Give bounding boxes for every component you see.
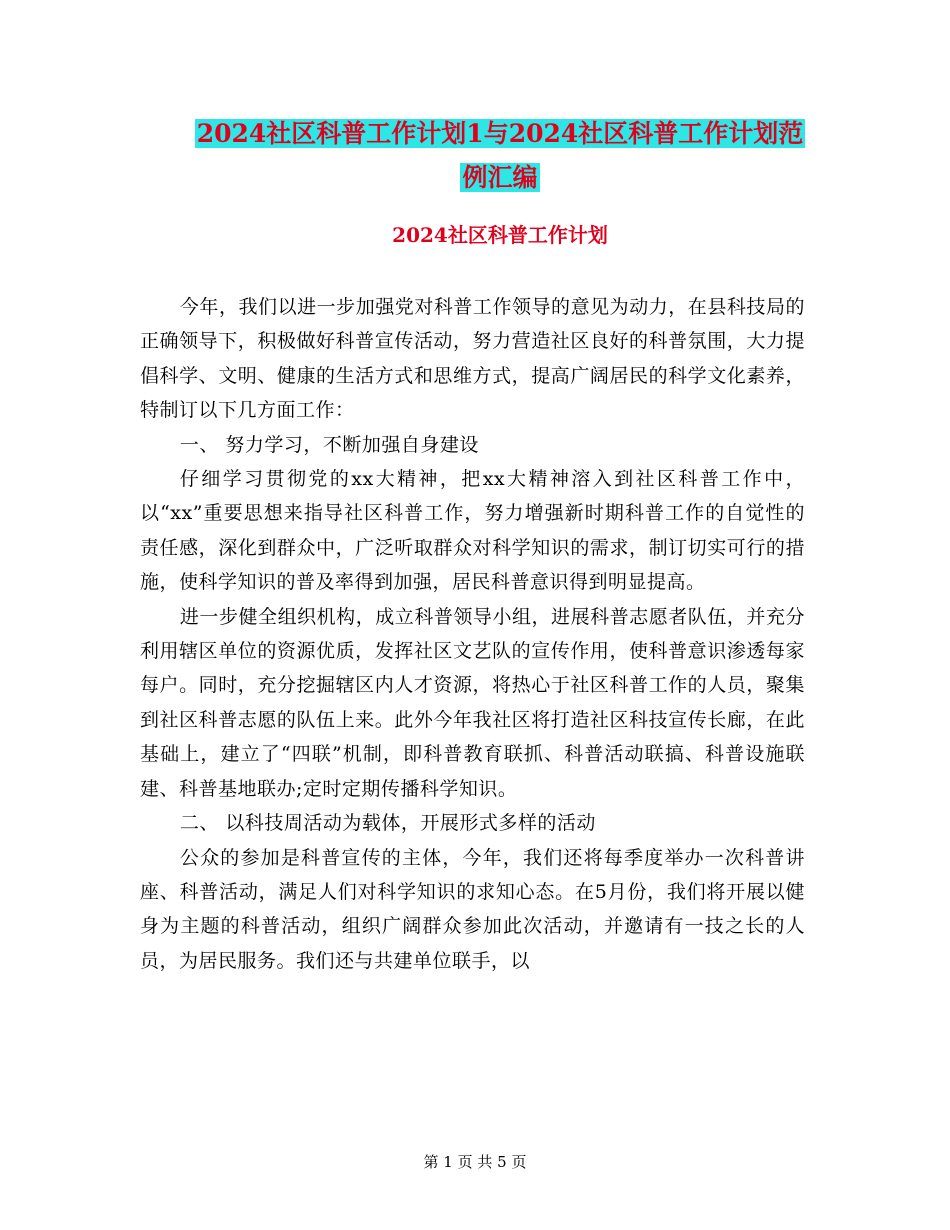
heading-two: 二、 以科技周活动为载体，开展形式多样的活动 <box>179 812 596 835</box>
page-footer: 第 1 页 共 5 页 <box>423 1153 527 1171</box>
document-title-line-1: 2024社区科普工作计划1与2024社区科普工作计划范 <box>196 119 804 148</box>
paragraph-intro: 今年，我们以进一步加强党对科普工作领导的意见为动力，在县科技局的正确领导下，积极做好科普宣传活动，努力营造社区良好的科普氛围，大力提倡科学、文明、健康的生活方式和思维方式，提高广阔居民的科学文化素养，特制订以下几方面工作： <box>140 296 805 422</box>
document-body <box>140 290 805 978</box>
document-title <box>140 112 860 200</box>
paragraph-study: 仔细学习贯彻党的xx大精神，把xx大精神溶入到社区科普工作中，以“xx”重要思想来指导社区科普工作，努力增强新时期科普工作的自觉性的责任感，深化到群众中，广泛听取群众对科学知识的需求，制订切实可行的措施，使科学知识的普及率得到加强，居民科普意识得到明显提高。 <box>140 468 805 594</box>
paragraph-activities: 公众的参加是科普宣传的主体，今年，我们还将每季度举办一次科普讲座、科普活动，满足人们对科学知识的求知心态。在5月份，我们将开展以健身为主题的科普活动，组织广阔群众参加此次活动，并邀请有一技之长的人员，为居民服务。我们还与共建单位联手，以 <box>140 846 805 972</box>
heading-one: 一、 努力学习，不断加强自身建设 <box>179 433 479 456</box>
section-title: 2024社区科普工作计划 <box>392 223 608 247</box>
document-title-line-2: 例汇编 <box>462 163 538 192</box>
paragraph-organization: 进一步健全组织机构，成立科普领导小组，进展科普志愿者队伍，并充分利用辖区单位的资源优质，发挥社区文艺队的宣传作用，使科普意识渗透每家每户。同时，充分挖掘辖区内人才资源，将热心于社区科普工作的人员，聚集到社区科普志愿的队伍上来。此外今年我社区将打造社区科技宣传长廊，在此基础上，建立了“四联”机制，即科普教育联抓、科普活动联搞、科普设施联建、科普基地联办;定时定期传播科学知识。 <box>140 605 805 800</box>
